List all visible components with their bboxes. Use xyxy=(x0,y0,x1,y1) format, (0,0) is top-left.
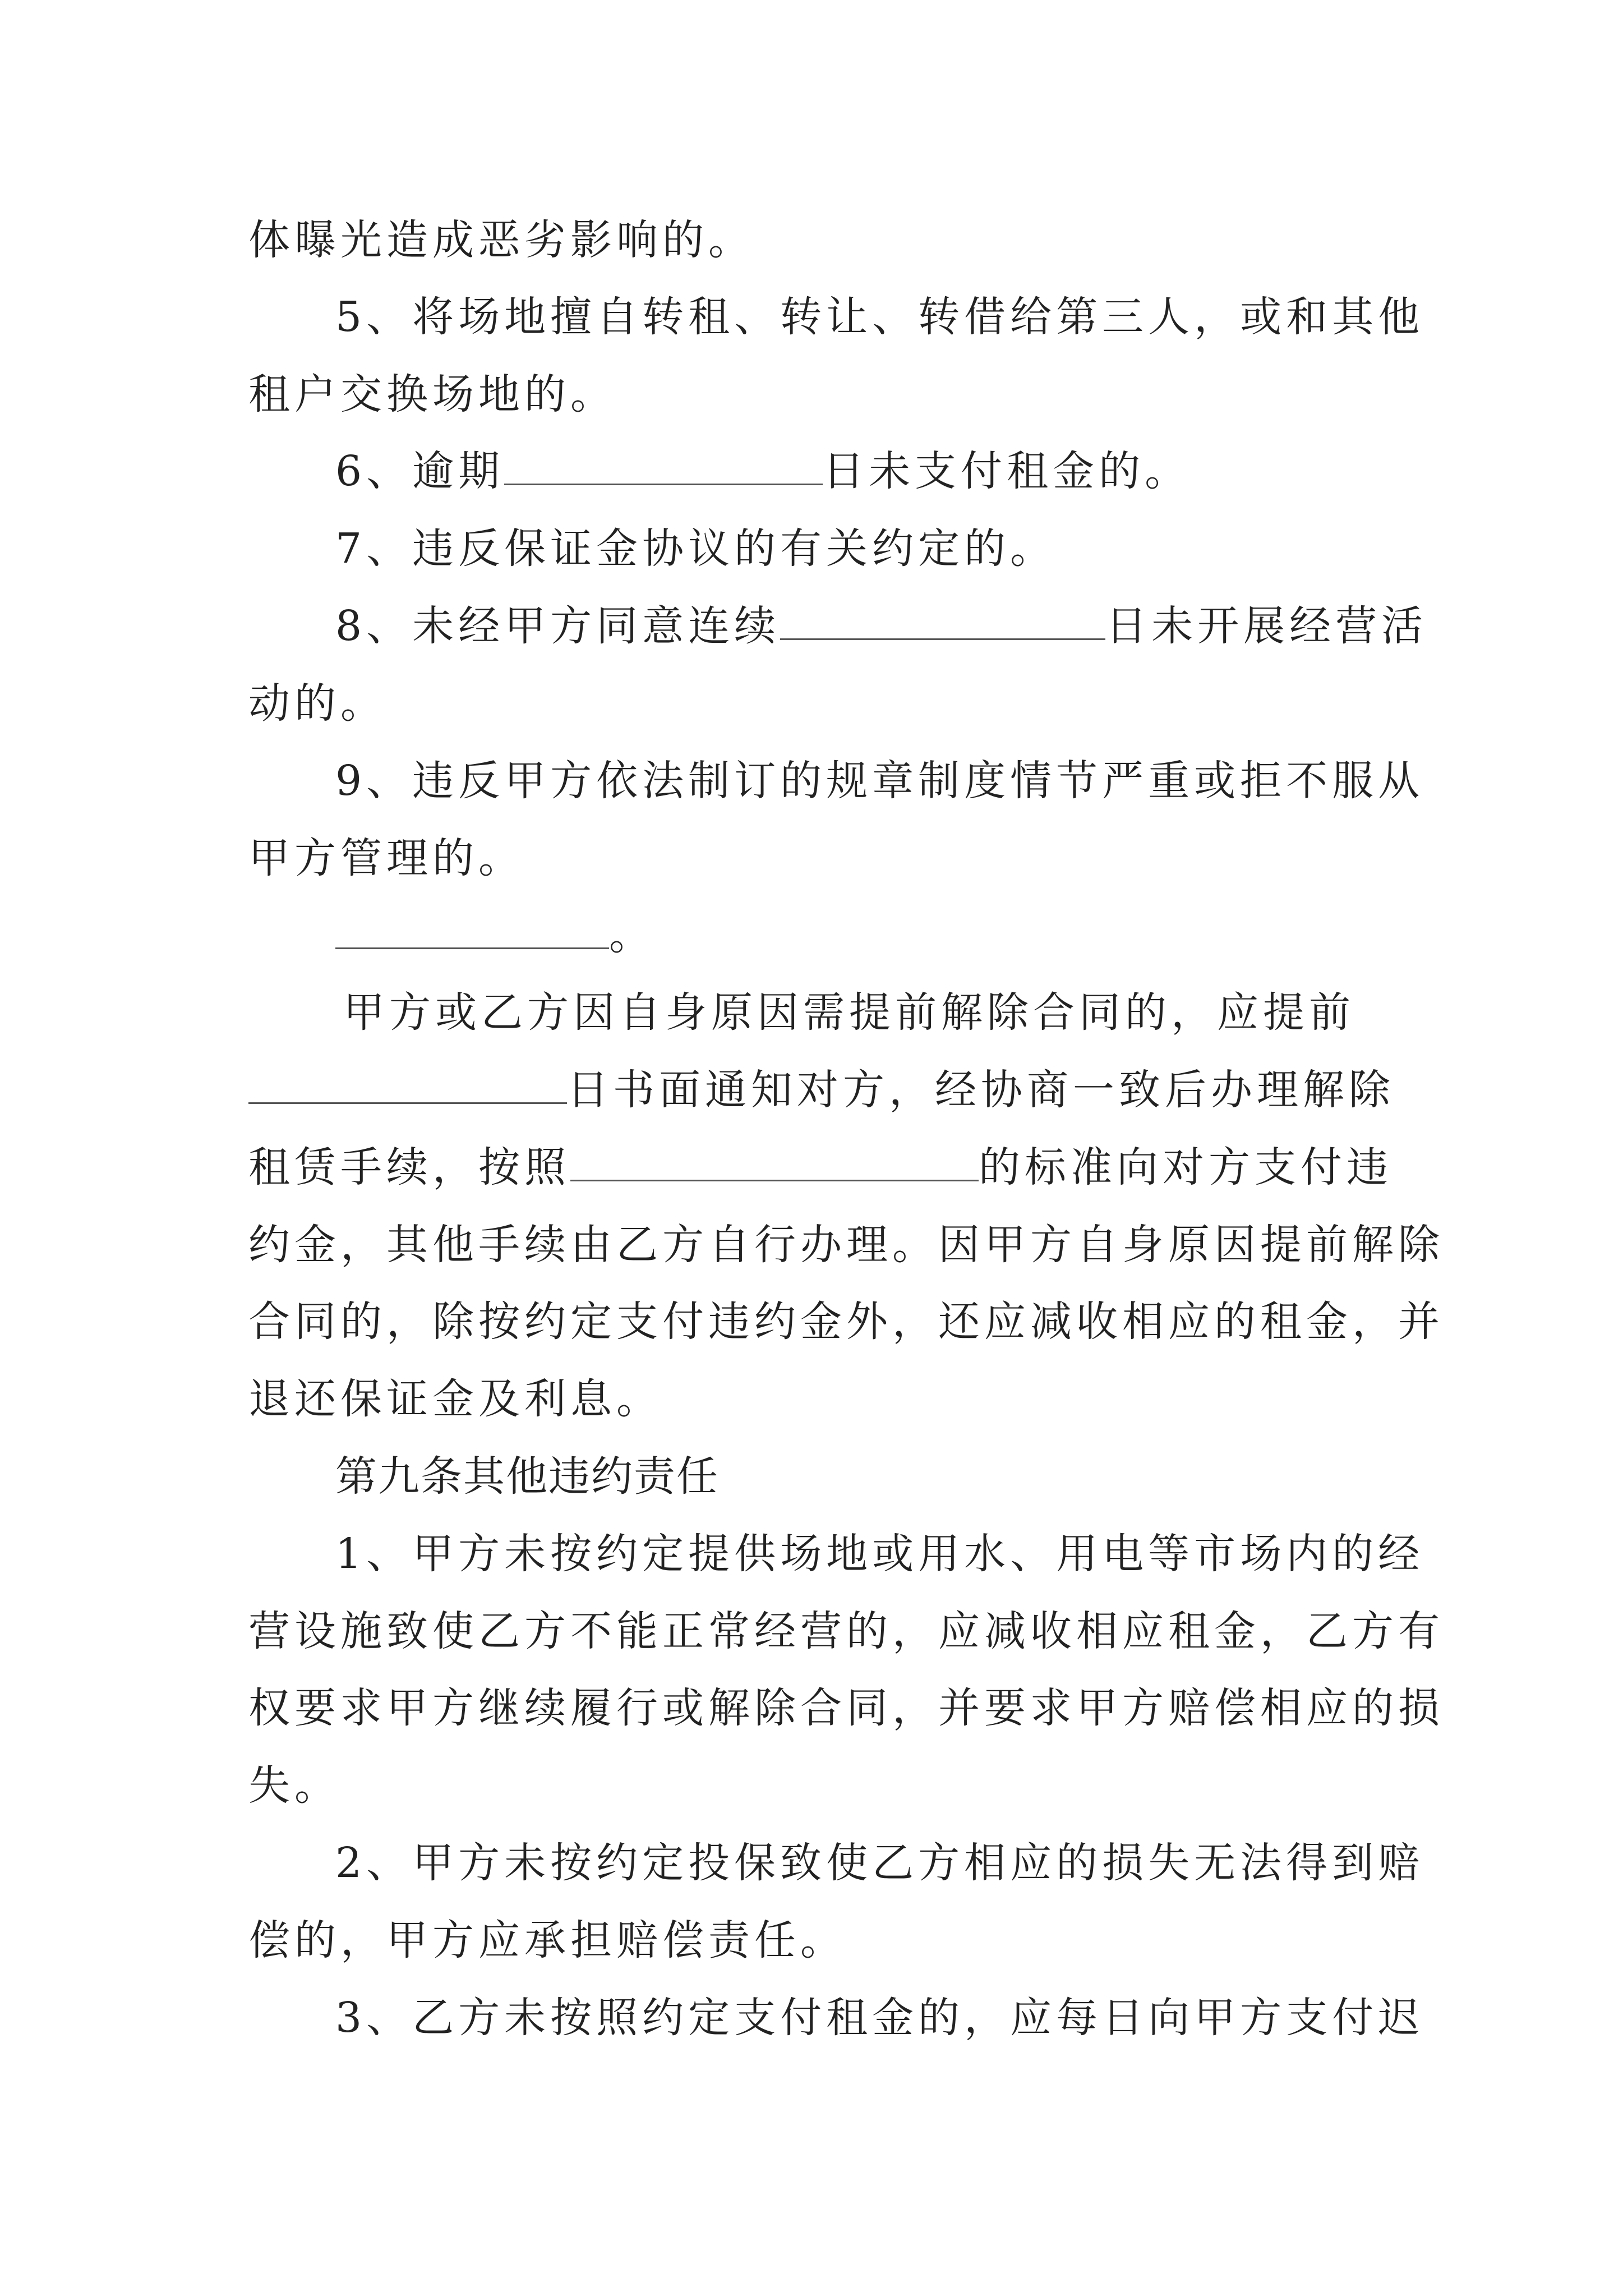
termination-line-4: 约金，其他手续由乙方自行办理。因甲方自身原因提前解除 xyxy=(248,1221,1444,1269)
termination-line-3 xyxy=(248,1139,1393,1195)
termination-line-2 xyxy=(248,1062,1395,1118)
clause-5-line-2: 租户交换场地的。 xyxy=(248,370,616,418)
clause-6-text-a: 6、逾期 xyxy=(335,447,505,495)
fill-in-blank[interactable] xyxy=(335,908,609,949)
liability-2-line-2: 偿的，甲方应承担赔偿责任。 xyxy=(248,1916,846,1964)
clause-6-text-b: 日未支付租金的。 xyxy=(823,447,1191,495)
clause-7: 7、违反保证金协议的有关约定的。 xyxy=(335,524,1057,573)
section-heading: 第九条其他违约责任 xyxy=(335,1452,719,1501)
fill-in-blank[interactable] xyxy=(780,599,1105,640)
liability-1-line-4: 失。 xyxy=(248,1761,340,1810)
liability-2-line-1: 2、甲方未按约定投保致使乙方相应的损失无法得到赔 xyxy=(335,1839,1424,1887)
fill-in-blank[interactable] xyxy=(570,1140,979,1181)
termination-line-1: 甲方或乙方因自身原因需提前解除合同的，应提前 xyxy=(343,988,1355,1037)
liability-1-line-1: 1、甲方未按约定提供场地或用水、用电等市场内的经 xyxy=(335,1530,1424,1578)
clause-9-line-1: 9、违反甲方依法制订的规章制度情节严重或拒不服从 xyxy=(335,757,1424,805)
text-line: 体曝光造成恶劣影响的。 xyxy=(248,216,754,264)
fill-in-blank[interactable] xyxy=(504,444,823,485)
fill-in-blank[interactable] xyxy=(248,1063,567,1104)
liability-1-line-3: 权要求甲方继续履行或解除合同，并要求甲方赔偿相应的损 xyxy=(248,1684,1444,1732)
termination-text-a: 租赁手续，按照 xyxy=(248,1143,570,1191)
clause-8-text-a: 8、未经甲方同意连续 xyxy=(335,602,781,650)
liability-1-line-2: 营设施致使乙方不能正常经营的，应减收相应租金，乙方有 xyxy=(248,1607,1444,1655)
clause-blank-line xyxy=(335,907,655,963)
clause-6 xyxy=(335,443,1191,499)
termination-text-b: 的标准向对方支付违 xyxy=(979,1143,1393,1191)
clause-9-line-2: 甲方管理的。 xyxy=(248,834,524,882)
termination-line-5: 合同的，除按约定支付违约金外，还应减收相应的租金，并 xyxy=(248,1297,1444,1346)
termination-text: 日书面通知对方，经协商一致后办理解除 xyxy=(567,1066,1395,1114)
clause-8-line-1 xyxy=(335,598,1427,654)
liability-3-line-1: 3、乙方未按照约定支付租金的，应每日向甲方支付迟 xyxy=(335,1994,1424,2042)
clause-8-text-b: 日未开展经营活 xyxy=(1105,602,1428,650)
clause-5-line-1: 5、将场地擅自转租、转让、转借给第三人，或和其他 xyxy=(335,293,1424,341)
termination-line-6: 退还保证金及利息。 xyxy=(248,1375,662,1423)
clause-8-line-2: 动的。 xyxy=(248,679,386,728)
clause-blank-end: 。 xyxy=(609,911,655,959)
